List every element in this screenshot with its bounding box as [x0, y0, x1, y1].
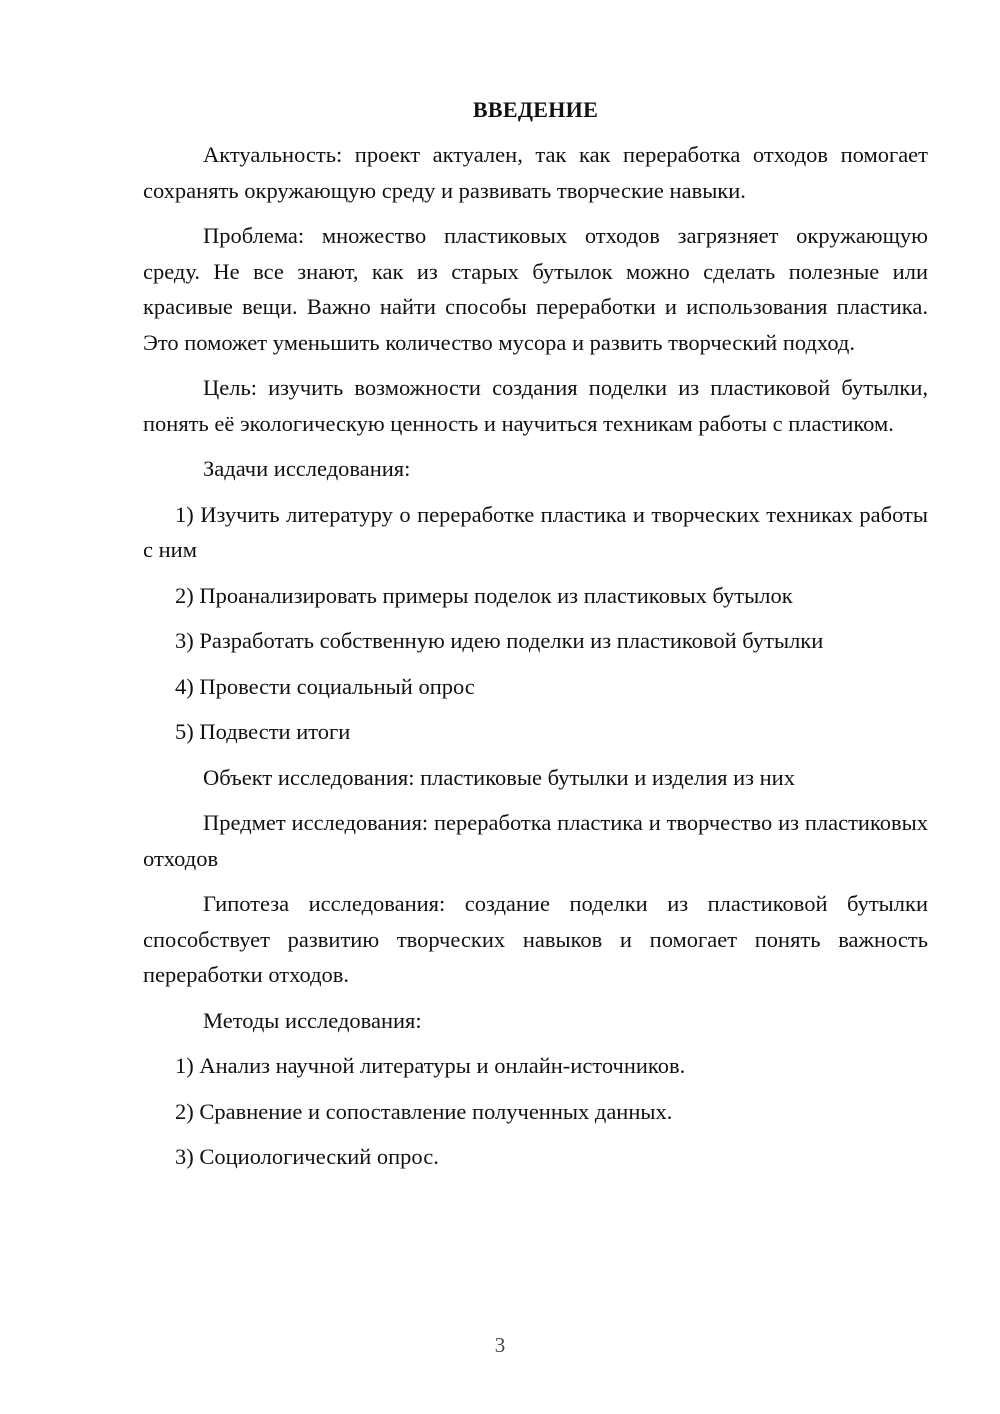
method-item: 2) Сравнение и сопоставление полученных данных. — [175, 1098, 673, 1124]
problem-paragraph: Проблема: множество пластиковых отходов загрязняет окружающую среду. Не все знают, как из старых бутылок можно сделать полезные или красивые вещи. Важно найти способы переработки и использования пластика. Это поможет уменьшить количество мусора и развить творческий подход. — [143, 223, 928, 355]
task-item: 5) Подвести итоги — [175, 719, 351, 744]
section-heading: ВВЕДЕНИЕ — [472, 97, 599, 122]
subject-paragraph: Предмет исследования: переработка пластика и творчество из пластиковых отходов — [143, 810, 928, 871]
document-page — [143, 93, 928, 1185]
task-item: 1) Изучить литературу о переработке пластика и творческих техниках работы с ним — [143, 501, 928, 562]
object-paragraph: Объект исследования: пластиковые бутылки и изделия из них — [203, 764, 795, 790]
task-item: 3) Разработать собственную идею поделки из пластиковой бутылки — [175, 628, 824, 653]
method-item: 3) Социологический опрос. — [175, 1144, 439, 1169]
page-number: 3 — [494, 1333, 506, 1357]
task-item: 2) Проанализировать примеры поделок из пластиковых бутылок — [175, 582, 793, 608]
goal-paragraph: Цель: изучить возможности создания поделки из пластиковой бутылки, понять её экологическую ценность и научиться техникам работы с пластиком. — [143, 375, 928, 436]
method-item: 1) Анализ научной литературы и онлайн-источников. — [175, 1053, 686, 1078]
hypothesis-paragraph: Гипотеза исследования: создание поделки из пластиковой бутылки способствует развитию творческих навыков и помогает понять важность переработки отходов. — [143, 891, 928, 987]
methods-title: Методы исследования: — [203, 1007, 422, 1033]
task-item: 4) Провести социальный опрос — [175, 673, 475, 699]
tasks-title: Задачи исследования: — [203, 456, 411, 481]
relevance-paragraph: Актуальность: проект актуален, так как переработка отходов помогает сохранять окружающую среду и развивать творческие навыки. — [143, 142, 928, 203]
